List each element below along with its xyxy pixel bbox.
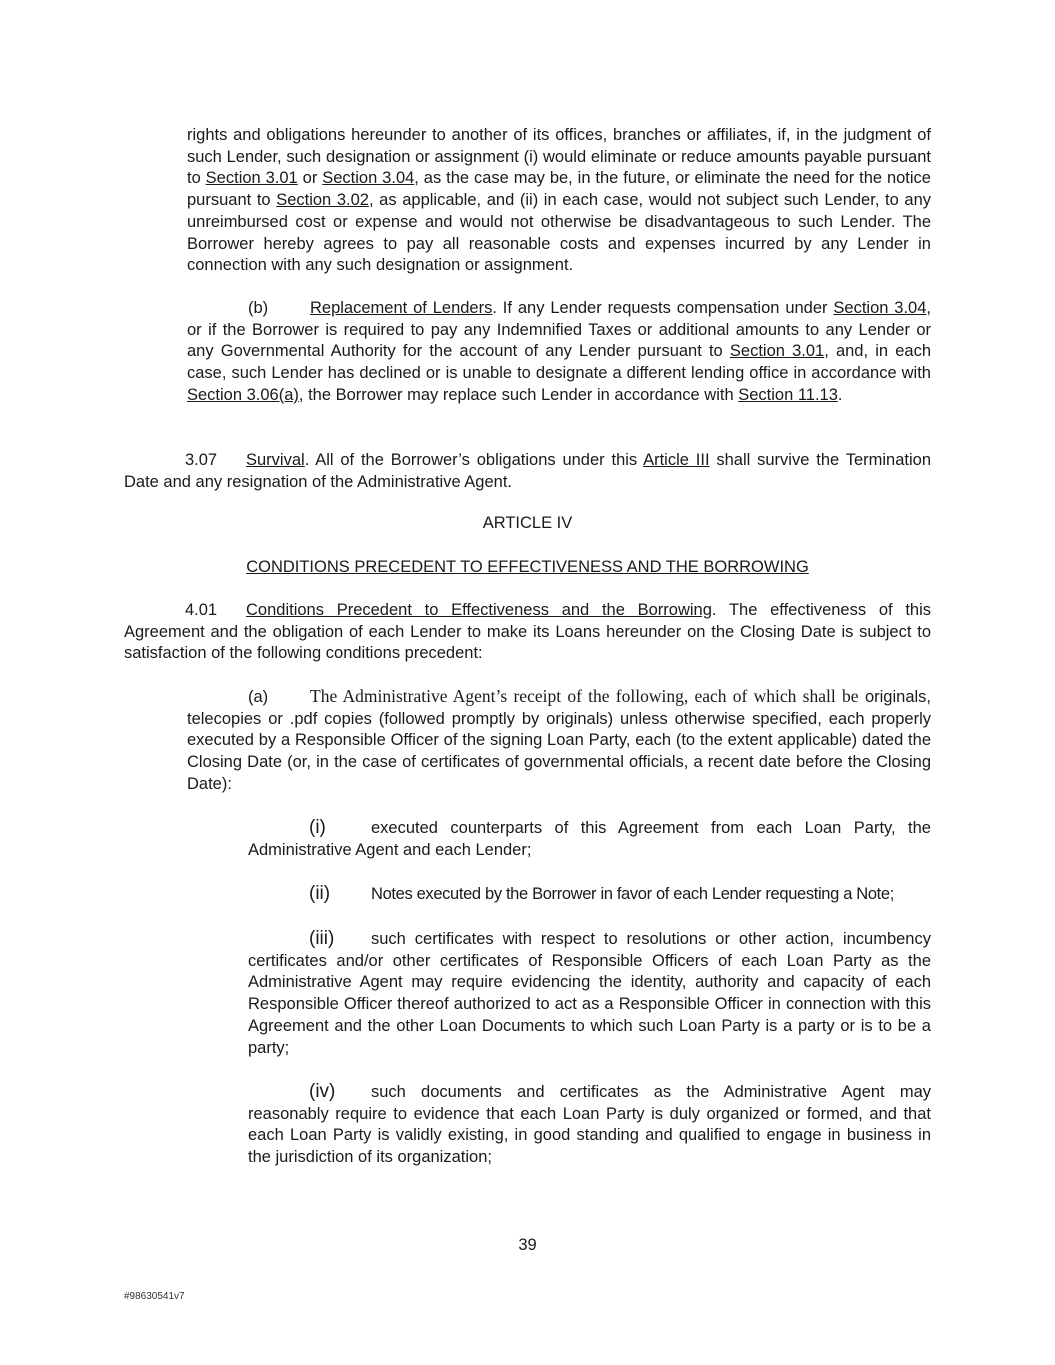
item-text: such documents and certificates as the Administrative Agent may reasonably require to evidence that each Loan Party is duly organized or formed, and that each Loan Party is validly existing, in good standing and qualified to engage in business in the jurisdiction of its organization;	[248, 1083, 931, 1167]
text: . The effectiveness of this Agreement and the obligation of each Lender to make its Loans hereunder on the Closing Date is subject to satisfaction of the following conditions precedent:	[124, 601, 932, 663]
section-reference: Section 3.01	[205, 169, 298, 188]
text: . If any Lender requests compensation under	[492, 299, 834, 317]
section-4-01	[124, 600, 931, 665]
item-text: executed counterparts of this Agreement from each Loan Party, the Administrative Agent and each Lender;	[248, 819, 931, 859]
text: , as the case may be, in the future, or eliminate the need for the notice pursuant to	[187, 169, 931, 210]
text: , or if the Borrower is required to pay any Indemnified Taxes or additional amounts to any Lender or any Governmental Authority for the account of any Lender pursuant to	[187, 299, 932, 361]
text: , the Borrower may replace such Lender in accordance with	[298, 385, 739, 404]
item-label: (iv)	[309, 1081, 336, 1102]
item-ii	[248, 883, 931, 906]
section-reference: Section 3.04	[833, 299, 927, 317]
section-number: 4.01	[185, 601, 218, 619]
section-reference: Section 3.06(a)	[187, 385, 299, 404]
paragraph-label: (a)	[248, 688, 269, 706]
section-3-07	[124, 450, 931, 493]
item-text: such certificates with respect to resolutions or other action, incumbency certificates and/or other certificates of Responsible Officers of each Loan Party as the Administrative Agent may require evidencing the identity, authority and capacity of each Responsible Officer thereof authorized to act as a Responsible Officer in connection with this Agreement and the other Loan Documents to which such Loan Party is a party or is to be a party;	[248, 930, 931, 1057]
section-reference: Section 11.13	[738, 385, 838, 404]
paragraph-continuation	[187, 125, 931, 277]
text: originals, telecopies or .pdf copies (followed promptly by originals) unless otherwise specified, each properly executed by a Responsible Officer of the signing Loan Party, each (to the extent applicable) dated the Closing Date (or, in the case of certificates of governmental officials, a recent date before the Closing Date):	[187, 688, 931, 793]
section-number: 3.07	[185, 451, 218, 469]
paragraph-label: (b)	[248, 299, 269, 317]
item-label: (i)	[309, 817, 326, 838]
item-iii	[248, 928, 931, 1059]
text: , and, in each case, such Lender has declined or is unable to designate a different lending office in accordance with	[187, 342, 932, 383]
paragraph-heading: Replacement of Lenders	[310, 299, 493, 317]
text: shall survive the Termination Date and any resignation of the Administrative Agent.	[124, 451, 931, 491]
item-iv	[248, 1081, 931, 1169]
item-label: (iii)	[309, 928, 335, 949]
text: , as applicable, and (ii) in each case, would not subject such Lender, to any unreimbursed cost or expense and would not otherwise be disadvantageous to such Lender. The Borrower hereby agrees to pay all reasonable costs and expenses incurred by any Lender in connection with any such designation or assignment.	[187, 191, 931, 275]
section-heading: Conditions Precedent to Effectiveness and the Borrowing	[246, 601, 712, 619]
section-heading: Survival	[246, 451, 305, 469]
section-reference: Section 3.04	[322, 169, 415, 188]
paragraph-a	[187, 686, 931, 796]
item-label: (ii)	[309, 883, 331, 904]
section-reference: Section 3.02	[276, 191, 369, 210]
section-reference: Section 3.01	[729, 342, 825, 361]
item-text: Notes executed by the Borrower in favor of each Lender requesting a Note;	[371, 885, 894, 903]
text: .	[837, 385, 843, 404]
text: . All of the Borrower’s obligations under this	[304, 451, 644, 469]
text: or	[297, 169, 323, 188]
item-i	[248, 817, 931, 861]
article-number: ARTICLE IV	[482, 514, 573, 532]
document-id: #98630541v7	[124, 1291, 185, 1302]
article-title: CONDITIONS PRECEDENT TO EFFECTIVENESS AND THE BORROWING	[246, 558, 809, 576]
article-reference: Article III	[643, 451, 710, 469]
text-serif: The Administrative Agent’s receipt of the following, each of which shall be	[310, 686, 859, 706]
text: rights and obligations hereunder to another of its offices, branches or affiliates, if, in the judgment of such Lender, such designation or assignment (i) would eliminate or reduce amounts payable pursuant to	[187, 126, 931, 188]
paragraph-b	[187, 298, 931, 407]
page-number: 39	[518, 1236, 537, 1254]
